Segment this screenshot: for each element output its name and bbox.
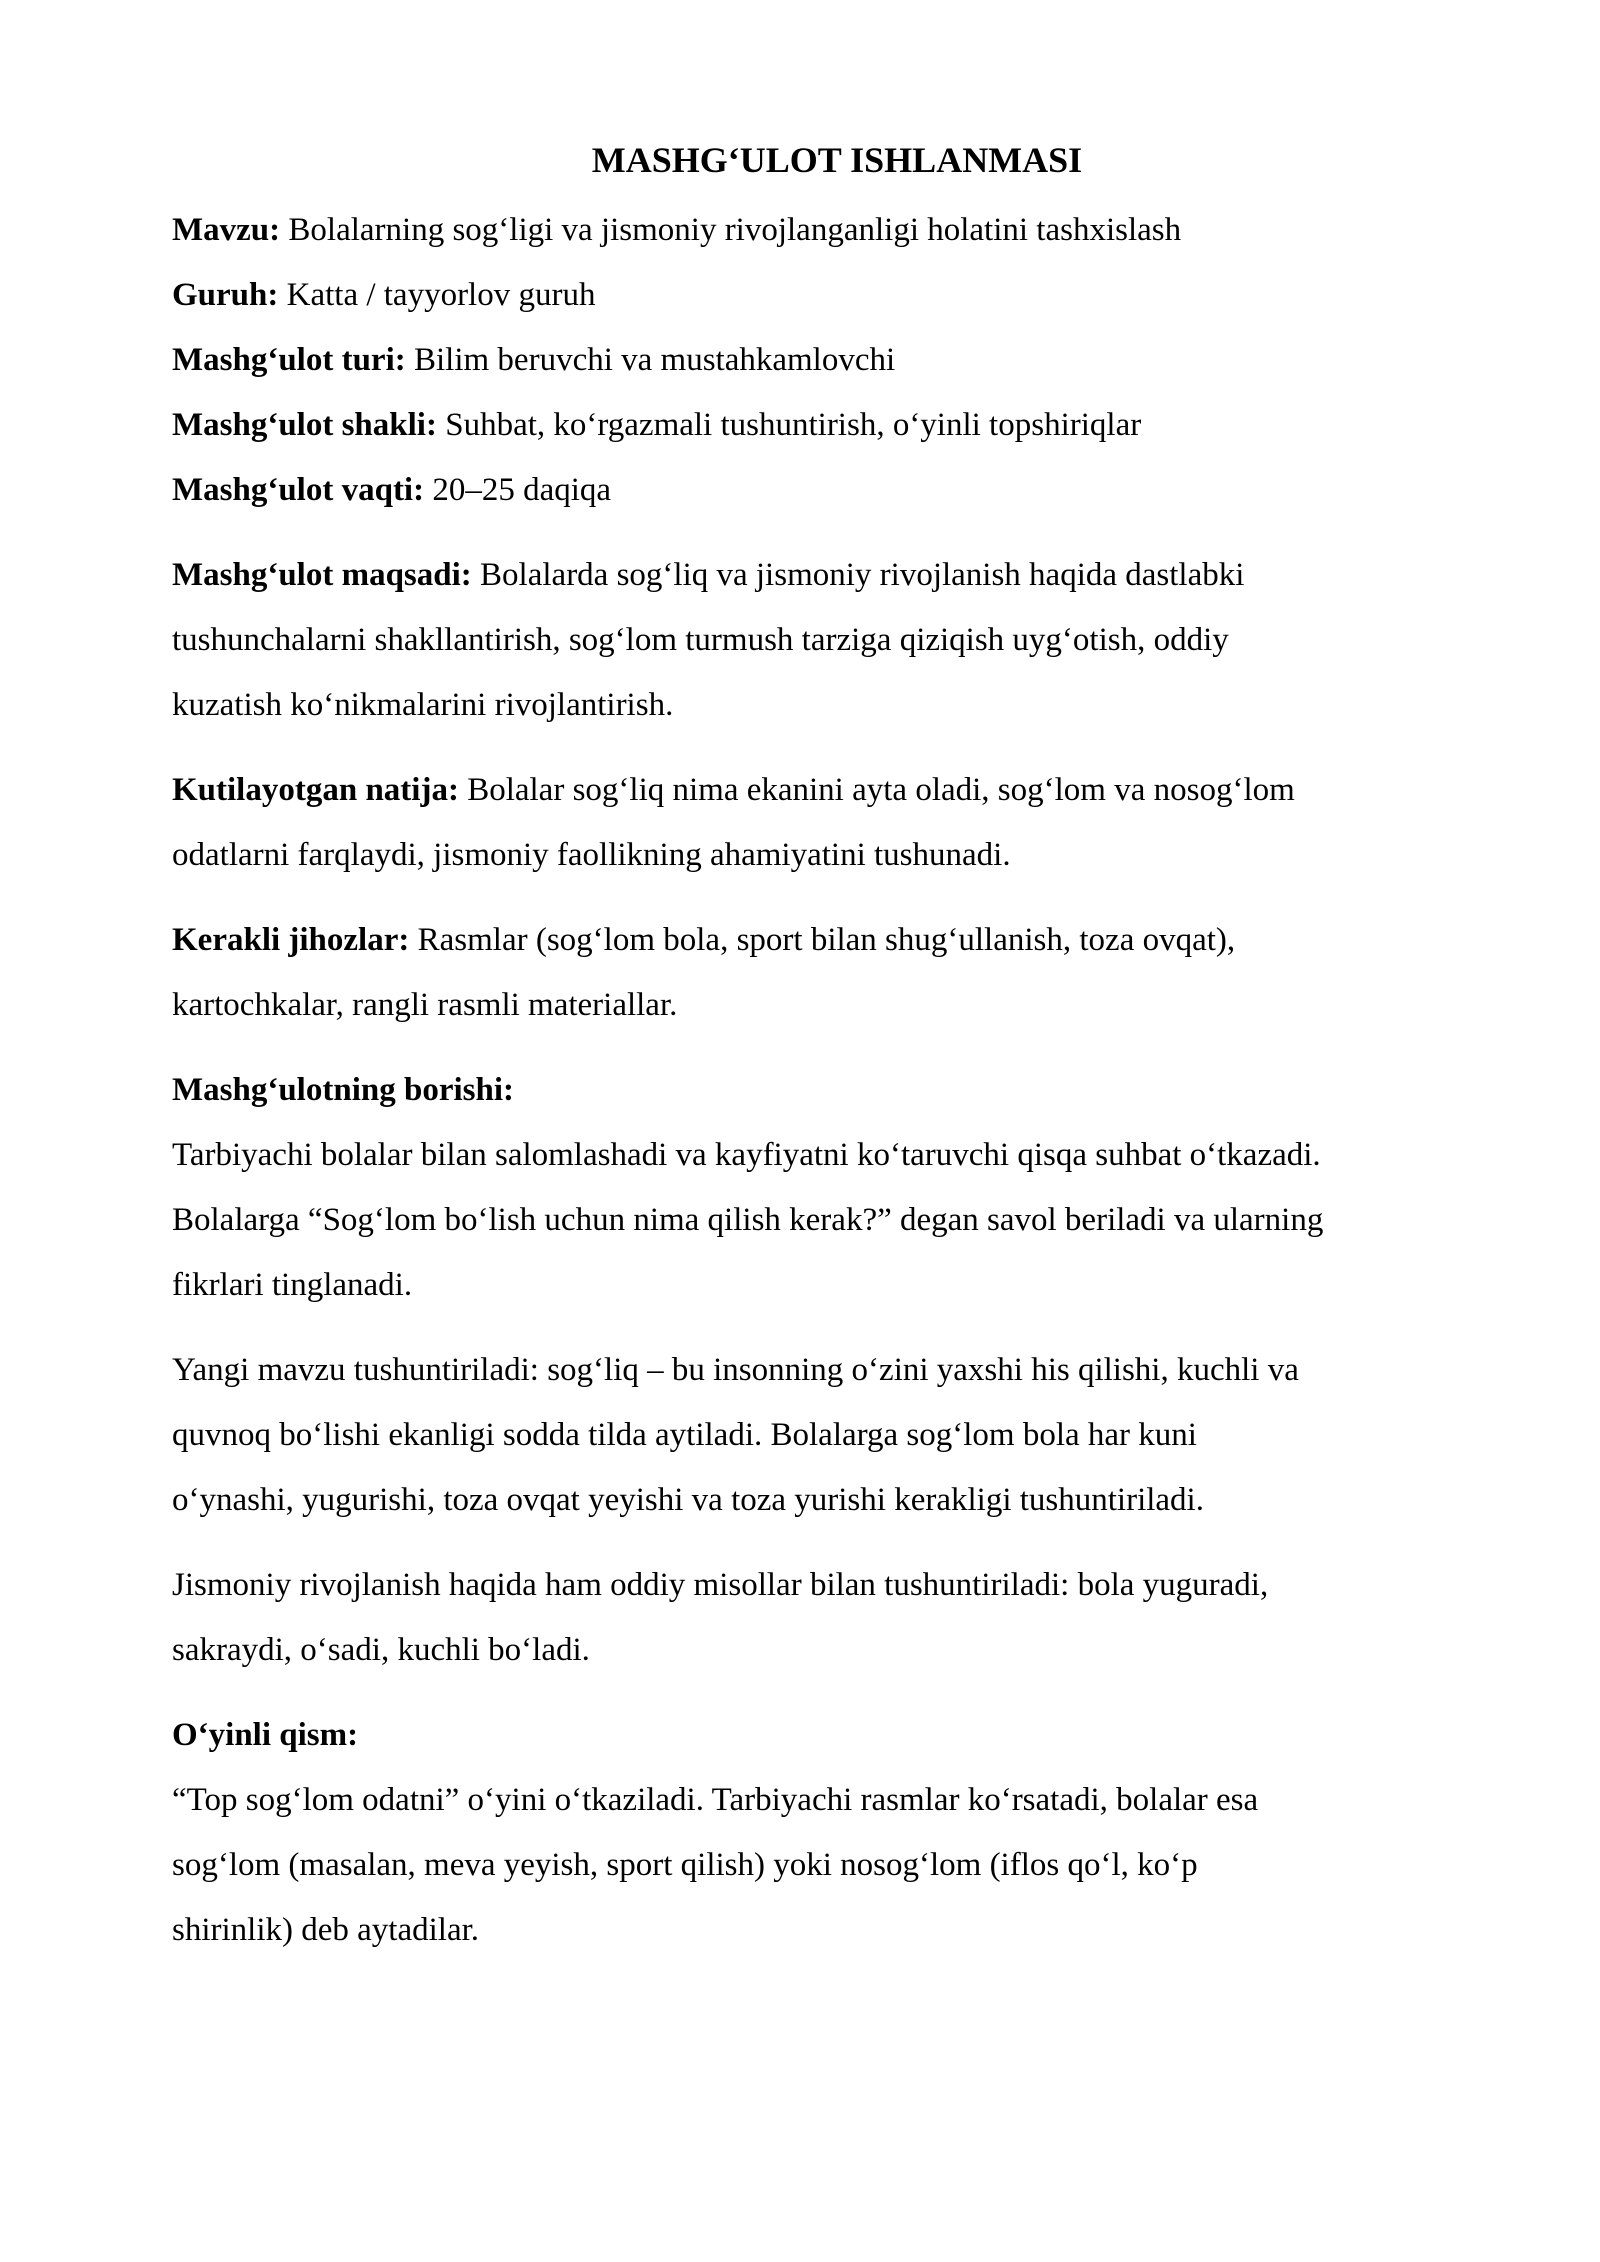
- meta-duration: [172, 458, 1502, 523]
- result-paragraph: [172, 758, 1502, 888]
- meta-section: [172, 198, 1502, 523]
- procedure-p3-line-1: Jismoniy rivojlanish haqida ham oddiy misollar bilan tushuntiriladi: bola yuguradi,: [172, 1567, 1269, 1603]
- meta-duration-value: 20–25 daqiqa: [424, 472, 612, 508]
- meta-topic-value: Bolalarning sog‘ligi va jismoniy rivojlanganligi holatini tashxislash: [280, 212, 1182, 248]
- meta-type-value: Bilim beruvchi va mustahkamlovchi: [405, 342, 896, 378]
- goal-line-3: kuzatish ko‘nikmalarini rivojlantirish.: [172, 687, 674, 723]
- meta-form: [172, 393, 1502, 458]
- goal-paragraph: [172, 543, 1502, 738]
- procedure-p3-line-2: sakraydi, o‘sadi, kuchli bo‘ladi.: [172, 1632, 590, 1668]
- procedure-p2-line-3: o‘ynashi, yugurishi, toza ovqat yeyishi va toza yurishi kerakligi tushuntiriladi.: [172, 1482, 1204, 1518]
- equipment-paragraph: [172, 908, 1502, 1038]
- goal-label: Mashg‘ulot maqsadi:: [172, 557, 472, 593]
- game-section: [172, 1703, 1502, 1963]
- procedure-heading: Mashg‘ulotning borishi:: [172, 1072, 514, 1108]
- result-line-2: odatlarni farqlaydi, jismoniy faollikning ahamiyatini tushunadi.: [172, 837, 1011, 873]
- equipment-label: Kerakli jihozlar:: [172, 922, 410, 958]
- meta-group-label: Guruh:: [172, 277, 279, 313]
- meta-topic: [172, 198, 1502, 263]
- meta-duration-label: Mashg‘ulot vaqti:: [172, 472, 425, 508]
- game-line-3: shirinlik) deb aytadilar.: [172, 1912, 480, 1948]
- game-line-2: sog‘lom (masalan, meva yeyish, sport qilish) yoki nosog‘lom (iflos qo‘l, ko‘p: [172, 1847, 1198, 1883]
- meta-type: [172, 328, 1502, 393]
- result-label: Kutilayotgan natija:: [172, 772, 459, 808]
- equipment-line-2: kartochkalar, rangli rasmli materiallar.: [172, 987, 678, 1023]
- procedure-p1-line-2: Bolalarga “Sog‘lom bo‘lish uchun nima qilish kerak?” degan savol beriladi va ularning: [172, 1202, 1324, 1238]
- meta-group: [172, 263, 1502, 328]
- procedure-p2-line-2: quvnoq bo‘lishi ekanligi sodda tilda aytiladi. Bolalarga sog‘lom bola har kuni: [172, 1417, 1197, 1453]
- equipment-line-1: Rasmlar (sog‘lom bola, sport bilan shug‘ullanish, toza ovqat),: [409, 922, 1236, 958]
- procedure-paragraph-2: [172, 1338, 1502, 1533]
- goal-line-2: tushunchalarni shakllantirish, sog‘lom turmush tarziga qiziqish uyg‘otish, oddiy: [172, 622, 1229, 658]
- procedure-p1-line-1: Tarbiyachi bolalar bilan salomlashadi va kayfiyatni ko‘taruvchi qisqa suhbat o‘tkazadi.: [172, 1137, 1321, 1173]
- meta-type-label: Mashg‘ulot turi:: [172, 342, 406, 378]
- document-page: [172, 130, 1502, 1963]
- meta-group-value: Katta / tayyorlov guruh: [278, 277, 596, 313]
- procedure-paragraph-3: [172, 1553, 1502, 1683]
- meta-topic-label: Mavzu:: [172, 212, 281, 248]
- procedure-section: [172, 1058, 1502, 1318]
- result-line-1: Bolalar sog‘liq nima ekanini ayta oladi, sog‘lom va nosog‘lom: [458, 772, 1295, 808]
- game-heading: O‘yinli qism:: [172, 1717, 359, 1753]
- procedure-p2-line-1: Yangi mavzu tushuntiriladi: sog‘liq – bu insonning o‘zini yaxshi his qilishi, kuchli va: [172, 1352, 1299, 1388]
- procedure-p1-line-3: fikrlari tinglanadi.: [172, 1267, 413, 1303]
- document-title: MASHG‘ULOT ISHLANMASI: [591, 140, 1083, 180]
- meta-form-value: Suhbat, ko‘rgazmali tushuntirish, o‘yinli topshiriqlar: [436, 407, 1142, 443]
- game-line-1: “Top sog‘lom odatni” o‘yini o‘tkaziladi. Tarbiyachi rasmlar ko‘rsatadi, bolalar esa: [172, 1782, 1259, 1818]
- meta-form-label: Mashg‘ulot shakli:: [172, 407, 437, 443]
- goal-line-1: Bolalarda sog‘liq va jismoniy rivojlanish haqida dastlabki: [471, 557, 1245, 593]
